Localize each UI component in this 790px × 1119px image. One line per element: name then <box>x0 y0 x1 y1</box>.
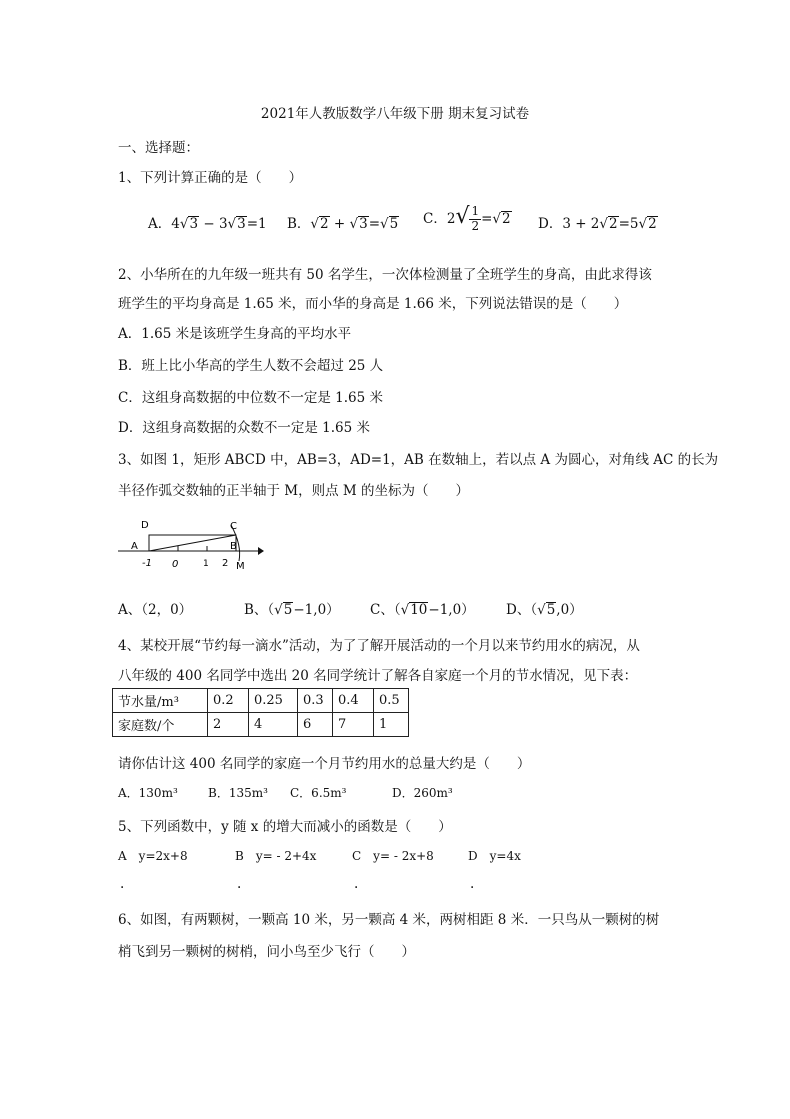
q2-option-b: B．班上比小华高的学生人数不会超过 25 人 <box>118 358 384 374</box>
q1-stem: 1、下列计算正确的是（ ） <box>118 170 303 186</box>
label-d: D <box>141 520 149 531</box>
q1-option-c: C．2√ $\frac{1}{2}$ =√2 <box>423 204 511 233</box>
q3-option-a: A、（2，0） <box>118 602 193 618</box>
table-cell: 6 <box>298 713 333 737</box>
q4-option-a: A．130m³ <box>118 786 178 800</box>
table-row <box>113 713 409 737</box>
table-cell: 0.2 <box>208 689 249 713</box>
tick-label-2: 2 <box>222 558 229 569</box>
q5-dot-b: . <box>237 876 242 892</box>
table-cell: 0.5 <box>374 689 409 713</box>
q5-dot-c: . <box>354 876 359 892</box>
table-row <box>113 689 409 713</box>
tick-label-1: 1 <box>203 559 209 569</box>
q5-option-b: B y= - 2+4x <box>235 849 317 863</box>
table-cell: 2 <box>208 713 249 737</box>
q4-option-b: B．135m³ <box>208 786 268 800</box>
table-header-cell: 家庭数/个 <box>113 713 208 737</box>
q2-option-d: D．这组身高数据的众数不一定是 1.65 米 <box>118 420 370 436</box>
q6-stem-line2: 梢飞到另一颗树的树梢，问小鸟至少飞行（ ） <box>118 944 415 960</box>
q1-option-a: A．4√3 − 3√3=1 <box>148 216 267 232</box>
q3-figure-rectangle-numberline <box>118 515 268 575</box>
table-cell: 4 <box>249 713 298 737</box>
exam-title: 2021年人教版数学八年级下册 期末复习试卷 <box>260 106 530 122</box>
q2-option-a: A．1.65 米是该班学生身高的平均水平 <box>118 326 352 342</box>
q1-option-d: D．3 + 2√2=5√2 <box>538 216 657 232</box>
q4-option-d: D．260m³ <box>392 786 453 800</box>
tick-label-0: 0 <box>172 559 179 570</box>
q5-option-c: C y= - 2x+8 <box>352 849 434 863</box>
number-line-arrow <box>258 547 264 555</box>
table-cell: 1 <box>374 713 409 737</box>
label-b: B <box>230 541 237 552</box>
water-saving-table <box>112 688 409 737</box>
label-a: A <box>131 541 138 552</box>
q5-stem: 5、下列函数中，y 随 x 的增大而减小的函数是（ ） <box>118 819 452 835</box>
label-m: M <box>236 561 245 572</box>
diagonal-ac <box>149 535 236 551</box>
table-header-cell: 节水量/m³ <box>113 689 208 713</box>
q6-stem-line1: 6、如图，有两颗树，一颗高 10 米，另一颗高 4 米，两树相距 8 米．一只鸟从一颗树的树 <box>118 912 660 928</box>
q3-option-d: D、（√5,0） <box>506 602 583 618</box>
table-cell: 0.3 <box>298 689 333 713</box>
q3-stem-line2: 半径作弧交数轴的正半轴于 M，则点 M 的坐标为（ ） <box>118 483 470 499</box>
q4-stem-line2: 八年级的 400 名同学中选出 20 名同学统计了解各自家庭一个月的节水情况，见下表： <box>118 668 638 684</box>
q3-option-b: B、（√5−1,0） <box>244 602 340 618</box>
section-heading: 一、选择题： <box>118 140 199 156</box>
tick-label-neg1: -1 <box>142 558 152 569</box>
table-cell: 0.25 <box>249 689 298 713</box>
q2-stem-line2: 班学生的平均身高是 1.65 米，而小华的身高是 1.66 米，下列说法错误的是（ ） <box>118 296 628 312</box>
q3-option-c: C、（√10−1,0） <box>370 602 475 618</box>
q5-dot-a: . <box>120 876 125 892</box>
label-c: C <box>230 521 237 532</box>
q2-stem-line1: 2、小华所在的九年级一班共有 50 名学生，一次体检测量了全班学生的身高，由此求得该 <box>118 267 652 283</box>
q5-option-a: A y=2x+8 <box>118 849 188 863</box>
table-cell: 7 <box>333 713 374 737</box>
q5-option-d: D y=4x <box>468 849 521 863</box>
q2-option-c: C．这组身高数据的中位数不一定是 1.65 米 <box>118 390 383 406</box>
q3-stem-line1: 3、如图 1，矩形 ABCD 中，AB=3，AD=1，AB 在数轴上，若以点 A 为圆心，对角线 AC 的长为 <box>118 452 719 468</box>
q1-option-b: B．√2 + √3=√5 <box>287 216 399 232</box>
q4-stem-line3: 请你估计这 400 名同学的家庭一个月节约用水的总量大约是（ ） <box>118 756 531 772</box>
q4-stem-line1: 4、某校开展“节约每一滴水”活动，为了了解开展活动的一个月以来节约用水的病况，从 <box>118 638 640 654</box>
table-cell: 0.4 <box>333 689 374 713</box>
q4-option-c: C．6.5m³ <box>290 786 347 800</box>
q5-dot-d: . <box>470 876 475 892</box>
